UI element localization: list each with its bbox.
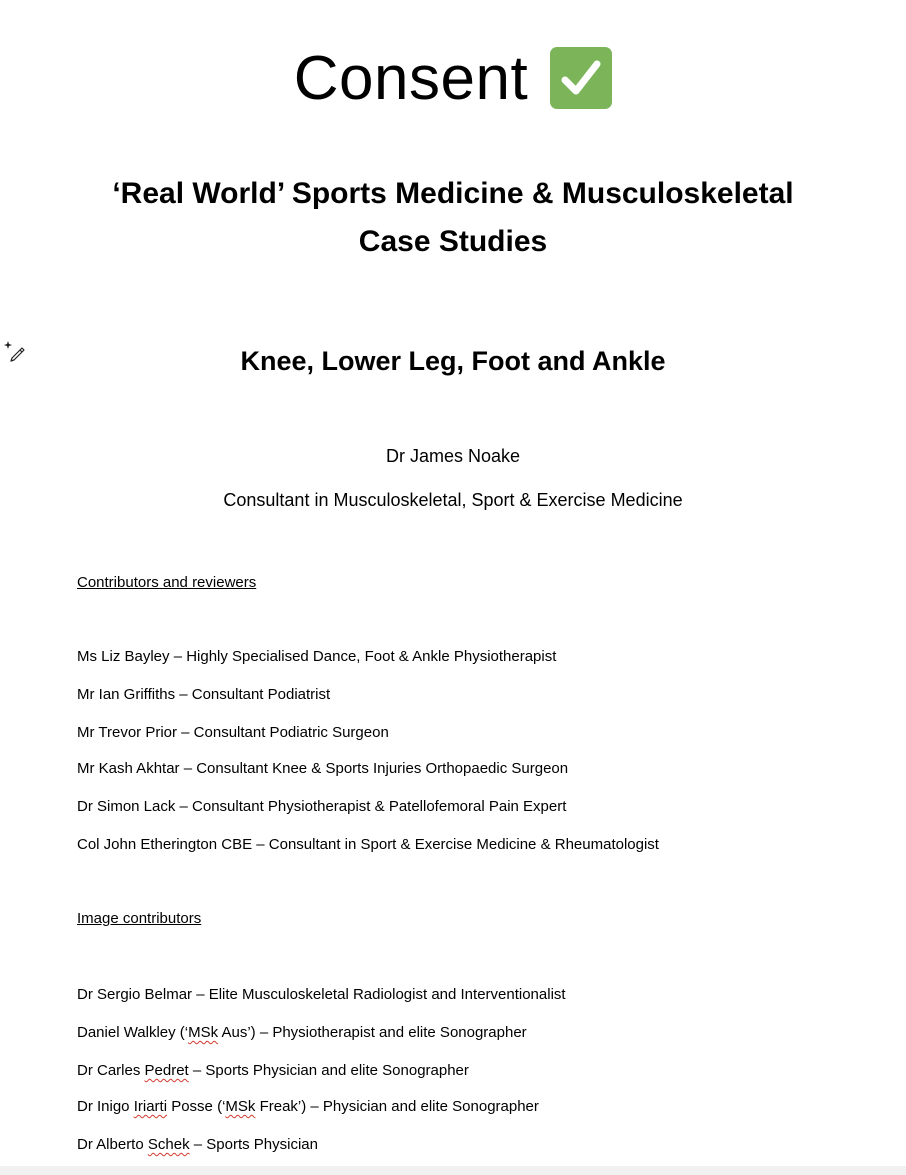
item-text: Dr Carles — [77, 1062, 145, 1079]
image-contributor-item — [77, 985, 566, 1005]
contributor-item: Dr Simon Lack – Consultant Physiotherapist & Patellofemoral Pain Expert — [77, 798, 567, 815]
spellcheck-word[interactable]: MSk — [188, 1024, 219, 1041]
spellcheck-word[interactable]: Schek — [147, 1136, 190, 1153]
item-text: Dr Alberto — [77, 1136, 148, 1153]
contributors-heading: Contributors and reviewers — [77, 574, 257, 591]
item-text: – Sports Physician — [189, 1136, 318, 1153]
item-text: Aus’) – Physiotherapist and elite Sonographer — [218, 1024, 527, 1041]
spellcheck-word[interactable]: Iriarti — [133, 1098, 168, 1115]
spellcheck-word[interactable]: MSk — [225, 1098, 256, 1115]
document-subtitle: Knee, Lower Leg, Foot and Ankle — [240, 346, 666, 376]
image-contributor-item — [77, 1023, 527, 1043]
consent-word: Consent — [293, 44, 529, 113]
item-text: Posse (‘ — [167, 1098, 226, 1115]
item-text: Daniel Walkley (‘ — [77, 1024, 189, 1041]
document-title — [0, 170, 906, 266]
spellcheck-word[interactable]: Pedret — [144, 1062, 189, 1079]
item-text: – Sports Physician and elite Sonographer — [188, 1062, 469, 1079]
item-text: Dr Inigo — [77, 1098, 134, 1115]
image-contributors-heading: Image contributors — [77, 910, 202, 927]
contributor-item: Mr Ian Griffiths – Consultant Podiatrist — [77, 686, 331, 703]
image-contributor-item — [77, 1135, 318, 1155]
author-name: Dr James Noake — [385, 446, 521, 466]
item-text: Dr Sergio Belmar – Elite Musculoskeletal Radiologist and Interventionalist — [77, 986, 566, 1003]
contributor-item: Col John Etherington CBE – Consultant in Sport & Exercise Medicine & Rheumatologist — [77, 836, 659, 853]
image-contributor-item — [77, 1097, 539, 1117]
image-contributor-item — [77, 1061, 469, 1081]
consent-header — [0, 44, 906, 113]
title-line-2: Case Studies — [358, 225, 548, 258]
author-role: Consultant in Musculoskeletal, Sport & Exercise Medicine — [223, 490, 683, 510]
item-text: Freak’) – Physician and elite Sonographer — [255, 1098, 539, 1115]
title-line-1: ‘Real World’ Sports Medicine & Musculoskeletal — [112, 177, 794, 210]
contributor-item: Ms Liz Bayley – Highly Specialised Dance, Foot & Ankle Physiotherapist — [77, 648, 557, 665]
check-mark-button-icon — [550, 47, 612, 109]
contributor-item: Mr Trevor Prior – Consultant Podiatric Surgeon — [77, 724, 389, 741]
bottom-scroll-area[interactable] — [0, 1166, 906, 1175]
contributor-item: Mr Kash Akhtar – Consultant Knee & Sports Injuries Orthopaedic Surgeon — [77, 760, 569, 777]
